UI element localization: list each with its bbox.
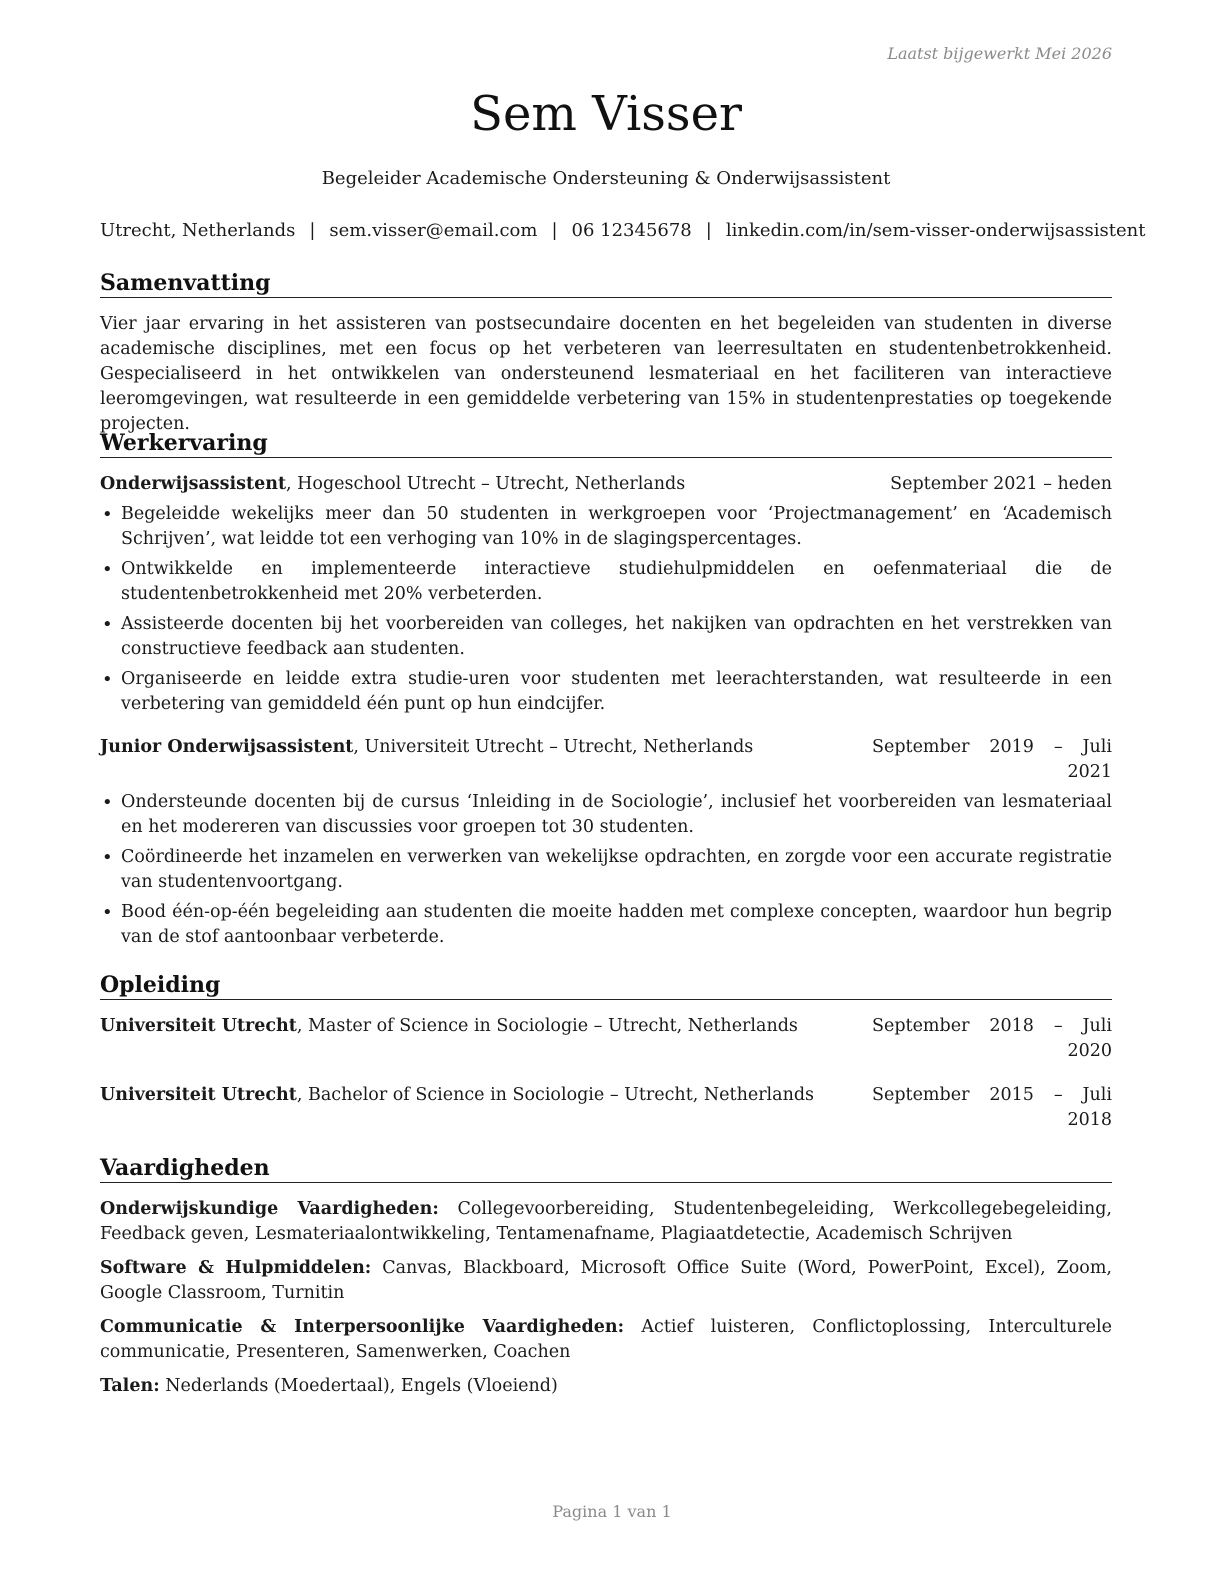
contact-line <box>100 220 1146 241</box>
list-item: • Organiseerde en leidde extra studie-uren voor studenten met leerachterstanden, wat resulteerde in een verbetering van gemiddeld één punt op hun eindcijfer. <box>100 667 1112 717</box>
skill-label: Onderwijskundige Vaardigheden: <box>100 1199 439 1219</box>
job-header <box>100 472 1112 497</box>
job-date: September 2021 – heden <box>890 474 1112 494</box>
contact-email[interactable]: sem.visser@email.com <box>329 220 538 241</box>
skill-group <box>100 1374 1112 1399</box>
list-item: • Assisteerde docenten bij het voorbereiden van colleges, het nakijken van opdrachten en het verstrekken van constructieve feedback aan studenten. <box>100 612 1112 662</box>
skill-label: Software & Hulpmiddelen: <box>100 1258 372 1278</box>
contact-separator: | <box>309 220 316 241</box>
school-name: Universiteit Utrecht <box>100 1016 297 1036</box>
list-item: • Begeleidde wekelijks meer dan 50 studenten in werkgroepen voor ‘Projectmanagement’ en ‘Academisch Schrijven’, wat leidde tot een verhoging van 10% in de slagingspercentages. <box>100 502 1112 552</box>
degree: , Master of Science in Sociologie – Utrecht, Netherlands <box>296 1016 798 1036</box>
job-entry <box>100 472 1112 717</box>
job-date: September 2019 – Juli 2021 <box>872 737 1112 782</box>
job-org: , Universiteit Utrecht – Utrecht, Netherlands <box>353 737 754 757</box>
section-title: Opleiding <box>100 972 1112 1000</box>
contact-separator: | <box>705 220 712 241</box>
list-item: • Ontwikkelde en implementeerde interactieve studiehulpmiddelen en oefenmateriaal die de studentenbetrokkenheid met 20% verbeterden. <box>100 557 1112 607</box>
experience-section <box>100 430 1112 955</box>
skill-value: Nederlands (Moedertaal), Engels (Vloeiend) <box>159 1376 558 1396</box>
list-item: • Coördineerde het inzamelen en verwerken van wekelijkse opdrachten, en zorgde voor een accurate registratie van studentenvoortgang. <box>100 845 1112 895</box>
job-org: , Hogeschool Utrecht – Utrecht, Netherlands <box>286 474 686 494</box>
job-bullets <box>100 790 1112 950</box>
education-section <box>100 972 1112 1138</box>
contact-linkedin[interactable]: linkedin.com/in/sem-visser-onderwijsassistent <box>725 220 1146 241</box>
degree: , Bachelor of Science in Sociologie – Utrecht, Netherlands <box>296 1085 815 1105</box>
skill-value: Actief luisteren, Conflictoplossing, Interculturele communicatie, Presenteren, Samenwerken, Coachen <box>100 1317 1112 1362</box>
skill-group <box>100 1315 1112 1365</box>
last-updated: Laatst bijgewerkt Mei 2026 <box>887 44 1112 63</box>
skills-section <box>100 1155 1112 1408</box>
skill-group <box>100 1256 1112 1306</box>
section-title: Vaardigheden <box>100 1155 1112 1183</box>
summary-section <box>100 270 1112 437</box>
job-entry <box>100 735 1112 950</box>
education-date: September 2015 – Juli 2018 <box>872 1085 1112 1130</box>
page-number: Pagina 1 van 1 <box>552 1502 672 1521</box>
job-role: Onderwijsassistent <box>100 474 287 494</box>
section-title: Werkervaring <box>100 430 1112 458</box>
skill-value: Collegevoorbereiding, Studentenbegeleiding, Werkcollegebegeleiding, Feedback geven, Lesmateriaalontwikkeling, Tentamenafname, Plagiaatdetectie, Academisch Schrijven <box>100 1199 1112 1244</box>
section-title: Samenvatting <box>100 270 1112 298</box>
education-entry <box>100 1083 1112 1133</box>
skill-group <box>100 1197 1112 1247</box>
list-item: • Ondersteunde docenten bij de cursus ‘Inleiding in de Sociologie’, inclusief het voorbereiden van lesmateriaal en het modereren van discussies voor groepen tot 30 studenten. <box>100 790 1112 840</box>
education-date: September 2018 – Juli 2020 <box>872 1016 1112 1061</box>
contact-separator: | <box>551 220 558 241</box>
candidate-title: Begeleider Academische Ondersteuning & Onderwijsassistent <box>321 168 891 189</box>
job-header <box>100 735 1112 785</box>
candidate-name: Sem Visser <box>470 86 742 142</box>
skill-value: Canvas, Blackboard, Microsoft Office Suite (Word, PowerPoint, Excel), Zoom, Google Classroom, Turnitin <box>100 1258 1112 1303</box>
job-role: Junior Onderwijsassistent <box>100 737 354 757</box>
education-entry <box>100 1014 1112 1064</box>
summary-text: Vier jaar ervaring in het assisteren van postsecundaire docenten en het begeleiden van studenten in diverse academische disciplines, met een focus op het verbeteren van leerresultaten en studentenbetrokkenheid. Gespecialiseerd in het ontwikkelen van ondersteunend lesmateriaal en het faciliteren van interactieve leeromgevingen, wat resulteerde in een gemiddelde verbetering van 15% in studentenprestaties op toegekende projecten. <box>100 314 1112 434</box>
contact-location: Utrecht, Netherlands <box>100 220 296 241</box>
contact-phone[interactable]: 06 12345678 <box>571 220 692 241</box>
list-item: • Bood één-op-één begeleiding aan studenten die moeite hadden met complexe concepten, waardoor hun begrip van de stof aantoonbaar verbeterde. <box>100 900 1112 950</box>
skill-label: Communicatie & Interpersoonlijke Vaardigheden: <box>100 1317 625 1337</box>
job-bullets <box>100 502 1112 717</box>
school-name: Universiteit Utrecht <box>100 1085 297 1105</box>
skill-label: Talen: <box>100 1376 160 1396</box>
